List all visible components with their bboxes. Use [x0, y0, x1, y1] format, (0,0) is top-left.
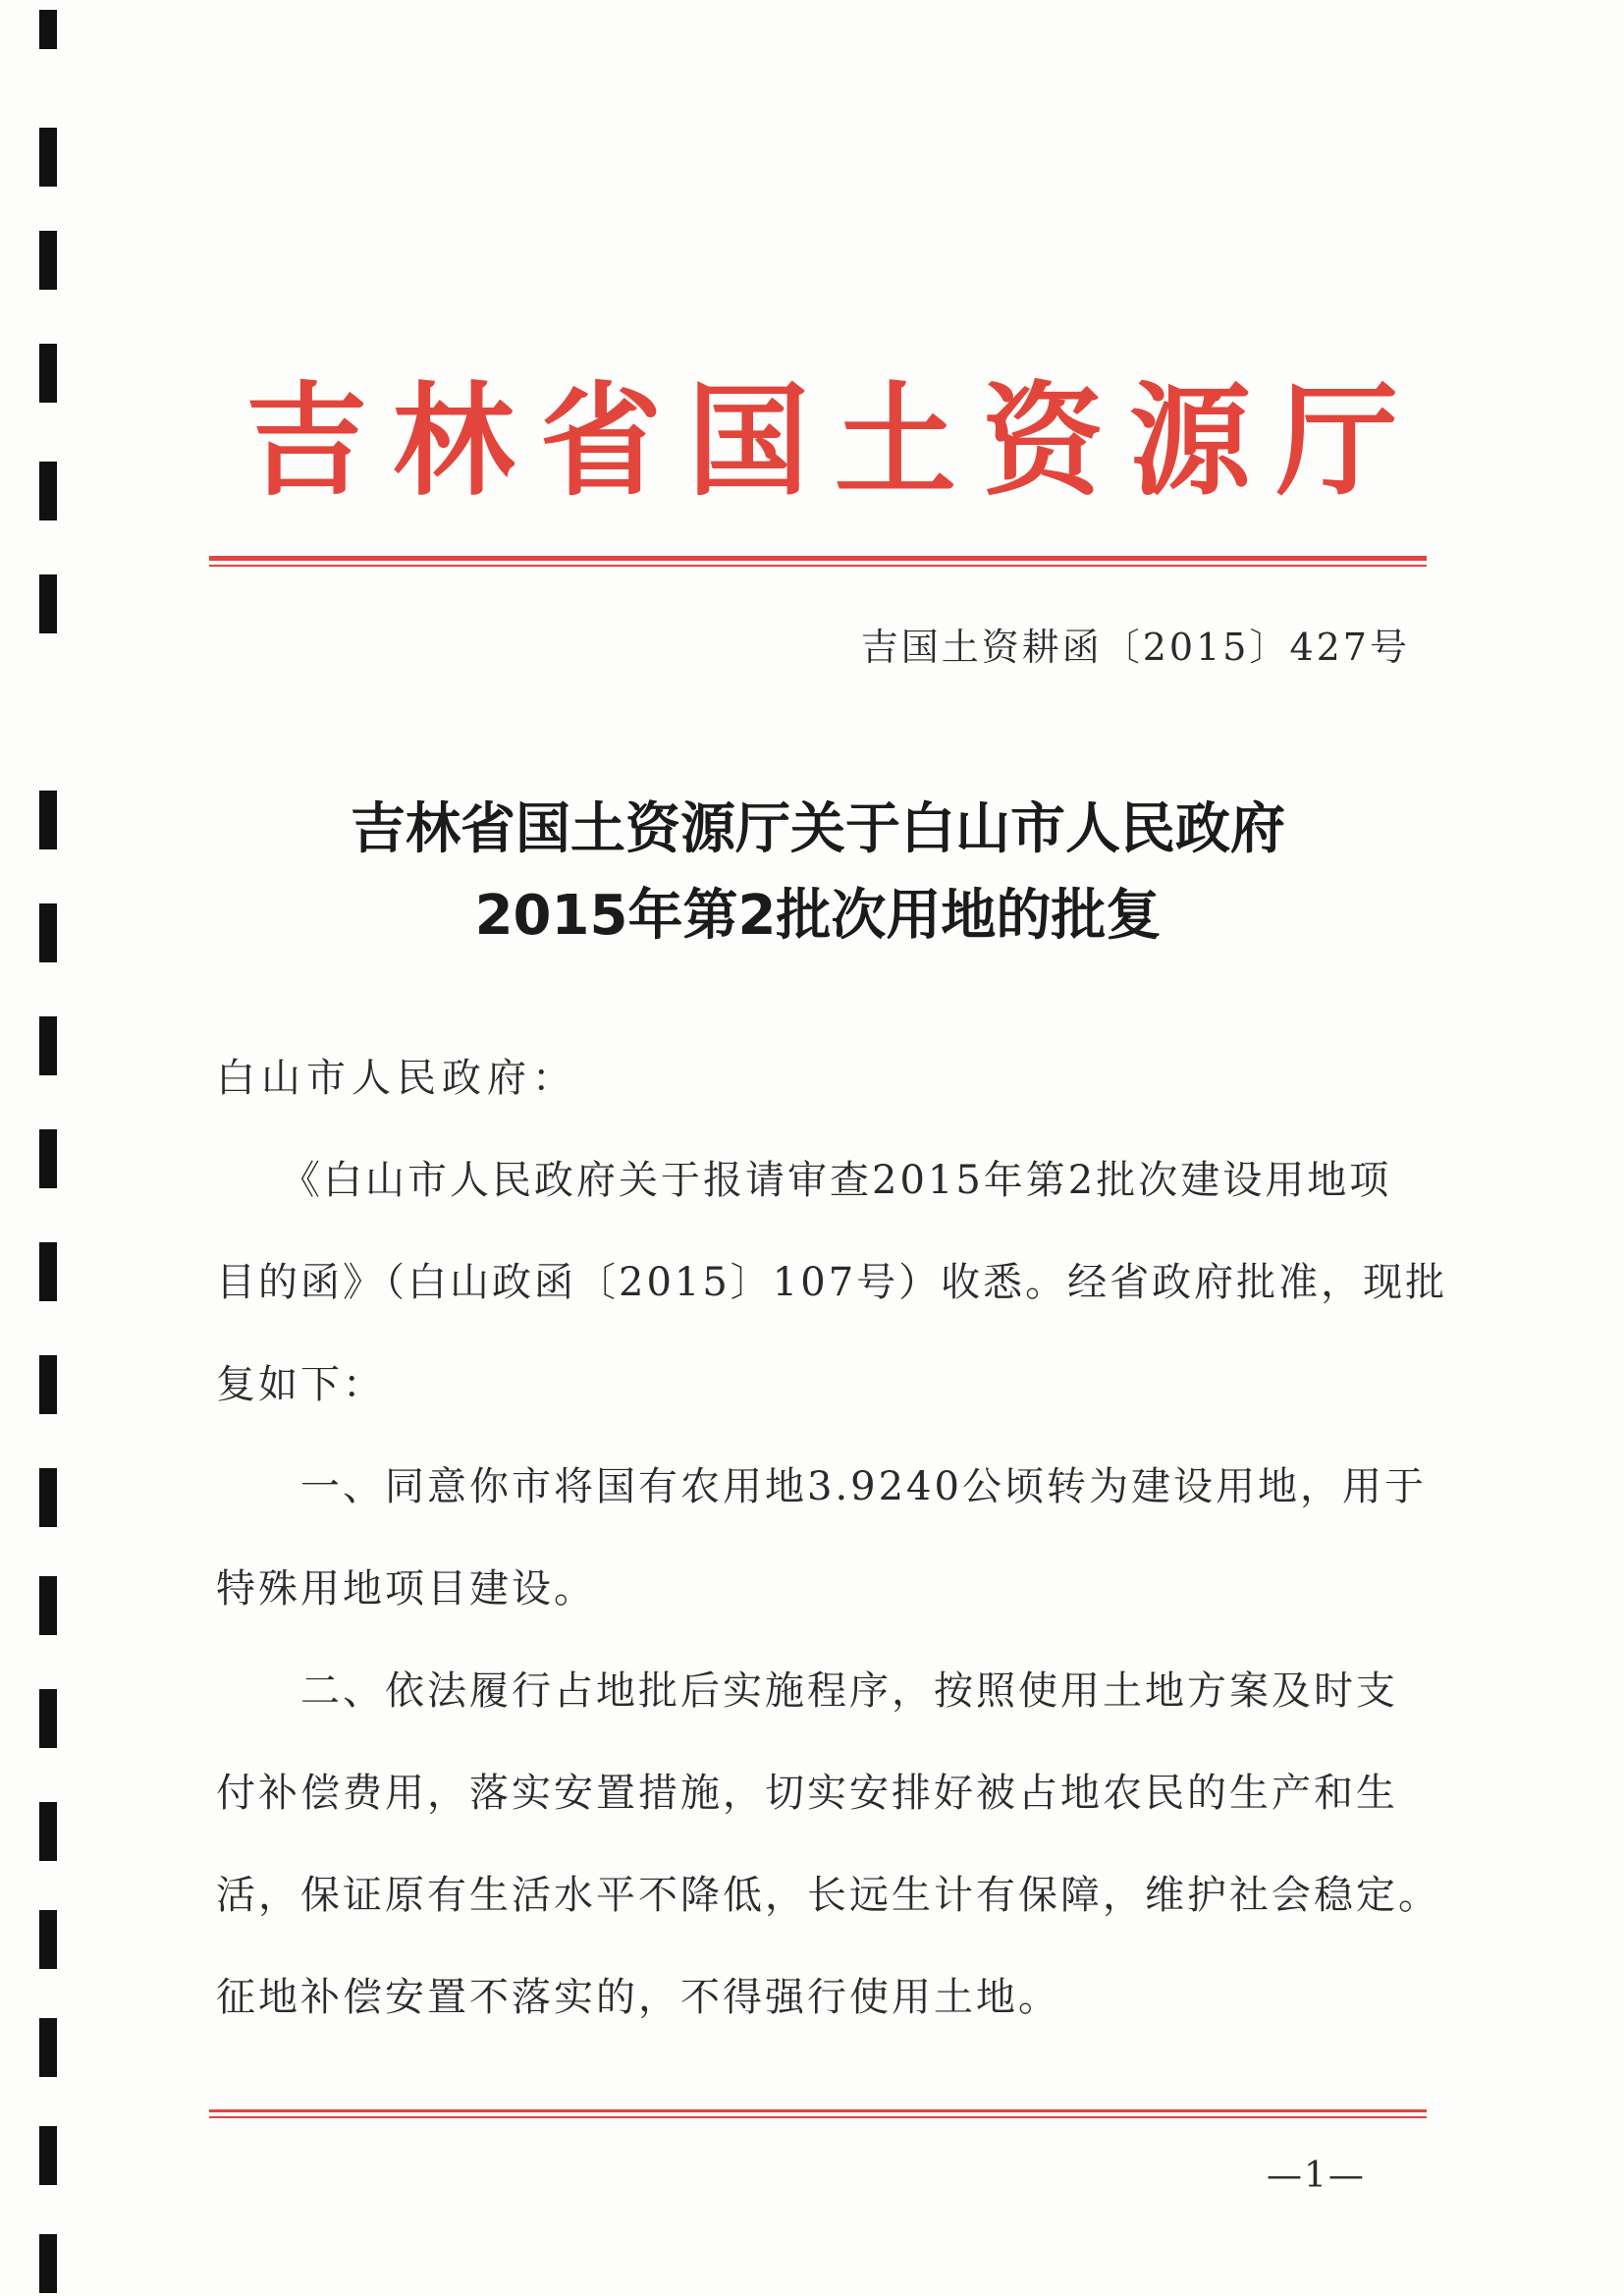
- binding-bar: [39, 1576, 57, 1635]
- document-title-line-2: 2015年第2批次用地的批复: [474, 884, 1162, 948]
- page-number: —1—: [1267, 2156, 1366, 2196]
- binding-bar: [39, 344, 57, 403]
- binding-bar: [39, 2234, 57, 2293]
- binding-bar: [39, 791, 57, 849]
- body-line: 征地补偿安置不落实的，不得强行使用土地。: [216, 1975, 1060, 2020]
- salutation: 白山市人民政府：: [216, 1056, 577, 1101]
- binding-bar: [39, 1910, 57, 1969]
- body-line: 活，保证原有生活水平不降低，长远生计有保障，维护社会稳定。: [216, 1873, 1440, 1918]
- binding-bar: [39, 1468, 57, 1527]
- binding-bar: [39, 1689, 57, 1748]
- footer-rule: [209, 2109, 1427, 2118]
- body-line: 目的函》（白山政函〔2015〕107号）收悉。经省政府批准，现批: [216, 1260, 1448, 1305]
- binding-bar: [39, 2018, 57, 2077]
- agency-letterhead: 吉林省国土资源厅: [245, 370, 1425, 513]
- binding-bar: [39, 1802, 57, 1861]
- binding-bar: [39, 128, 57, 187]
- letterhead-rule: [209, 556, 1427, 567]
- body-line: 复如下：: [216, 1362, 385, 1407]
- body-line: 特殊用地项目建设。: [216, 1566, 596, 1612]
- document-number: 吉国土资耕函〔2015〕427号: [860, 626, 1410, 669]
- document-title-line-1: 吉林省国土资源厅关于白山市人民政府: [351, 797, 1285, 861]
- binding-bar: [39, 10, 57, 49]
- body-line: 《白山市人民政府关于报请审查2015年第2批次建设用地项: [216, 1158, 1392, 1203]
- binding-bar: [39, 903, 57, 962]
- binding-bar: [39, 1016, 57, 1075]
- binding-bar: [39, 1355, 57, 1414]
- binding-bar: [39, 1242, 57, 1301]
- body-line: 一、同意你市将国有农用地3.9240公顷转为建设用地，用于: [216, 1464, 1427, 1509]
- body-line: 付补偿费用，落实安置措施，切实安排好被占地农民的生产和生: [216, 1771, 1398, 1816]
- binding-bar: [39, 574, 57, 633]
- binding-bar: [39, 231, 57, 290]
- binding-marks: [39, 0, 59, 2296]
- binding-bar: [39, 462, 57, 520]
- binding-bar: [39, 2126, 57, 2185]
- binding-bar: [39, 1129, 57, 1188]
- body-line: 二、依法履行占地批后实施程序，按照使用土地方案及时支: [216, 1668, 1398, 1714]
